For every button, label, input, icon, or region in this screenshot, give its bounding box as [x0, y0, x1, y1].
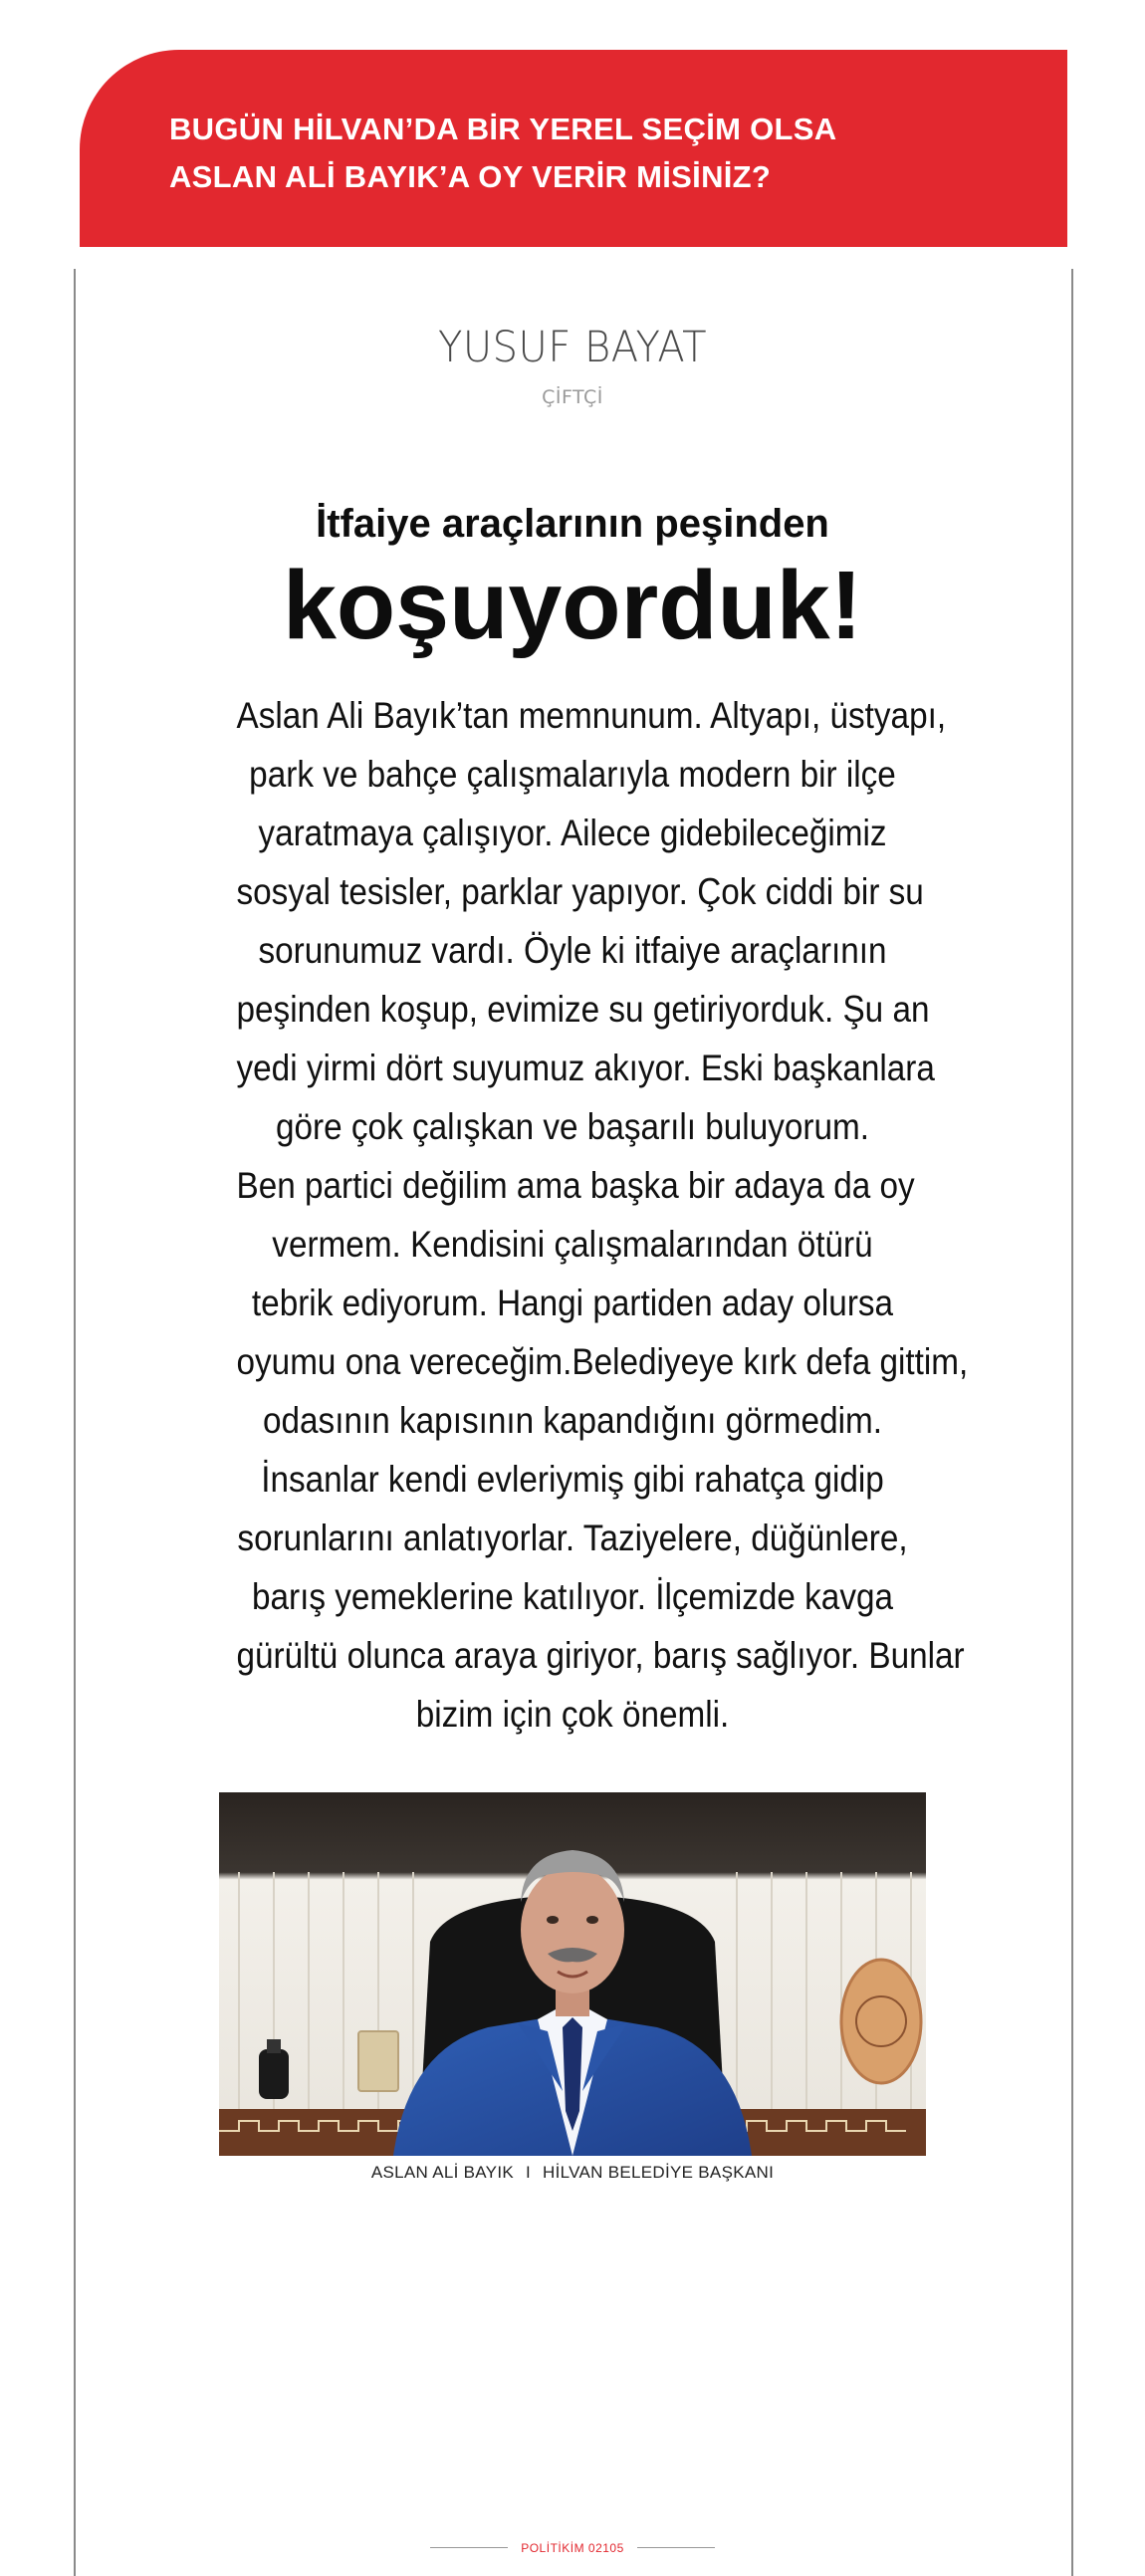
caption-title: HİLVAN BELEDİYE BAŞKANI [543, 2163, 775, 2182]
caption-name: ASLAN ALİ BAYIK [370, 2163, 514, 2182]
photo-caption [0, 2163, 1145, 2183]
article-body-line: peşinden koşup, evimize su getiriyorduk. Şu an [236, 989, 930, 1030]
article-body-line: yaratmaya çalışıyor. Ailece gidebileceğimiz [258, 813, 887, 853]
footer-page-label: POLİTİKİM 02105 [521, 2541, 624, 2555]
article-body-line: sorunlarını anlatıyorlar. Taziyelere, düğünlere, [237, 1518, 908, 1558]
article-body [199, 686, 969, 1744]
article-body-line: park ve bahçe çalışmalarıyla modern bir ilçe [249, 754, 896, 795]
article-body-line: gürültü olunca araya giriyor, barış sağlıyor. Bunlar [236, 1635, 965, 1676]
article-body-line: sorunumuz vardı. Öyle ki itfaiye araçlarının [258, 930, 887, 971]
article-headline-line-1: İtfaiye araçlarının peşinden [316, 502, 829, 546]
footer-rule-left [430, 2547, 508, 2548]
article-body-line: göre çok çalışkan ve başarılı buluyorum. [276, 1106, 869, 1147]
article-body-line: vermem. Kendisini çalışmalarından ötürü [272, 1224, 873, 1265]
mayor-portrait-illustration [219, 1792, 926, 2156]
banner-question-line-1: BUGÜN HİLVAN’DA BİR YEREL SEÇİM OLSA [169, 112, 837, 146]
article-body-line: oyumu ona vereceğim.Belediyeye kırk defa gittim, [236, 1341, 969, 1382]
banner-question-line-2: ASLAN ALİ BAYIK’A OY VERİR MİSİNİZ? [169, 159, 772, 194]
article-body-line: Aslan Ali Bayık’tan memnunum. Altyapı, üstyapı, [236, 695, 947, 736]
article-body-line: sosyal tesisler, parklar yapıyor. Çok ciddi bir su [236, 871, 924, 912]
article-body-line: yedi yirmi dört suyumuz akıyor. Eski başkanlara [236, 1048, 935, 1088]
article-body-line: bizim için çok önemli. [415, 1694, 730, 1735]
headline-banner [80, 50, 1067, 247]
author-name: YUSUF BAYAT [437, 323, 708, 372]
article-body-line: İnsanlar kendi evleriymiş gibi rahatça gidip [261, 1459, 884, 1500]
author-role: ÇİFTÇİ [542, 386, 603, 408]
article-body-line: barış yemeklerine katılıyor. İlçemizde kavga [251, 1576, 894, 1617]
caption-separator: I [525, 2163, 532, 2182]
article-body-line: odasının kapısının kapandığını görmedim. [262, 1400, 882, 1441]
footer-rule-right [637, 2547, 715, 2548]
article-body-line: Ben partici değilim ama başka bir adaya da oy [236, 1165, 915, 1206]
page-footer [0, 2537, 1145, 2557]
article-headline-line-2: koşuyorduk! [282, 551, 863, 659]
article-body-line: tebrik ediyorum. Hangi partiden aday olursa [251, 1283, 894, 1323]
mayor-photo [219, 1792, 926, 2156]
